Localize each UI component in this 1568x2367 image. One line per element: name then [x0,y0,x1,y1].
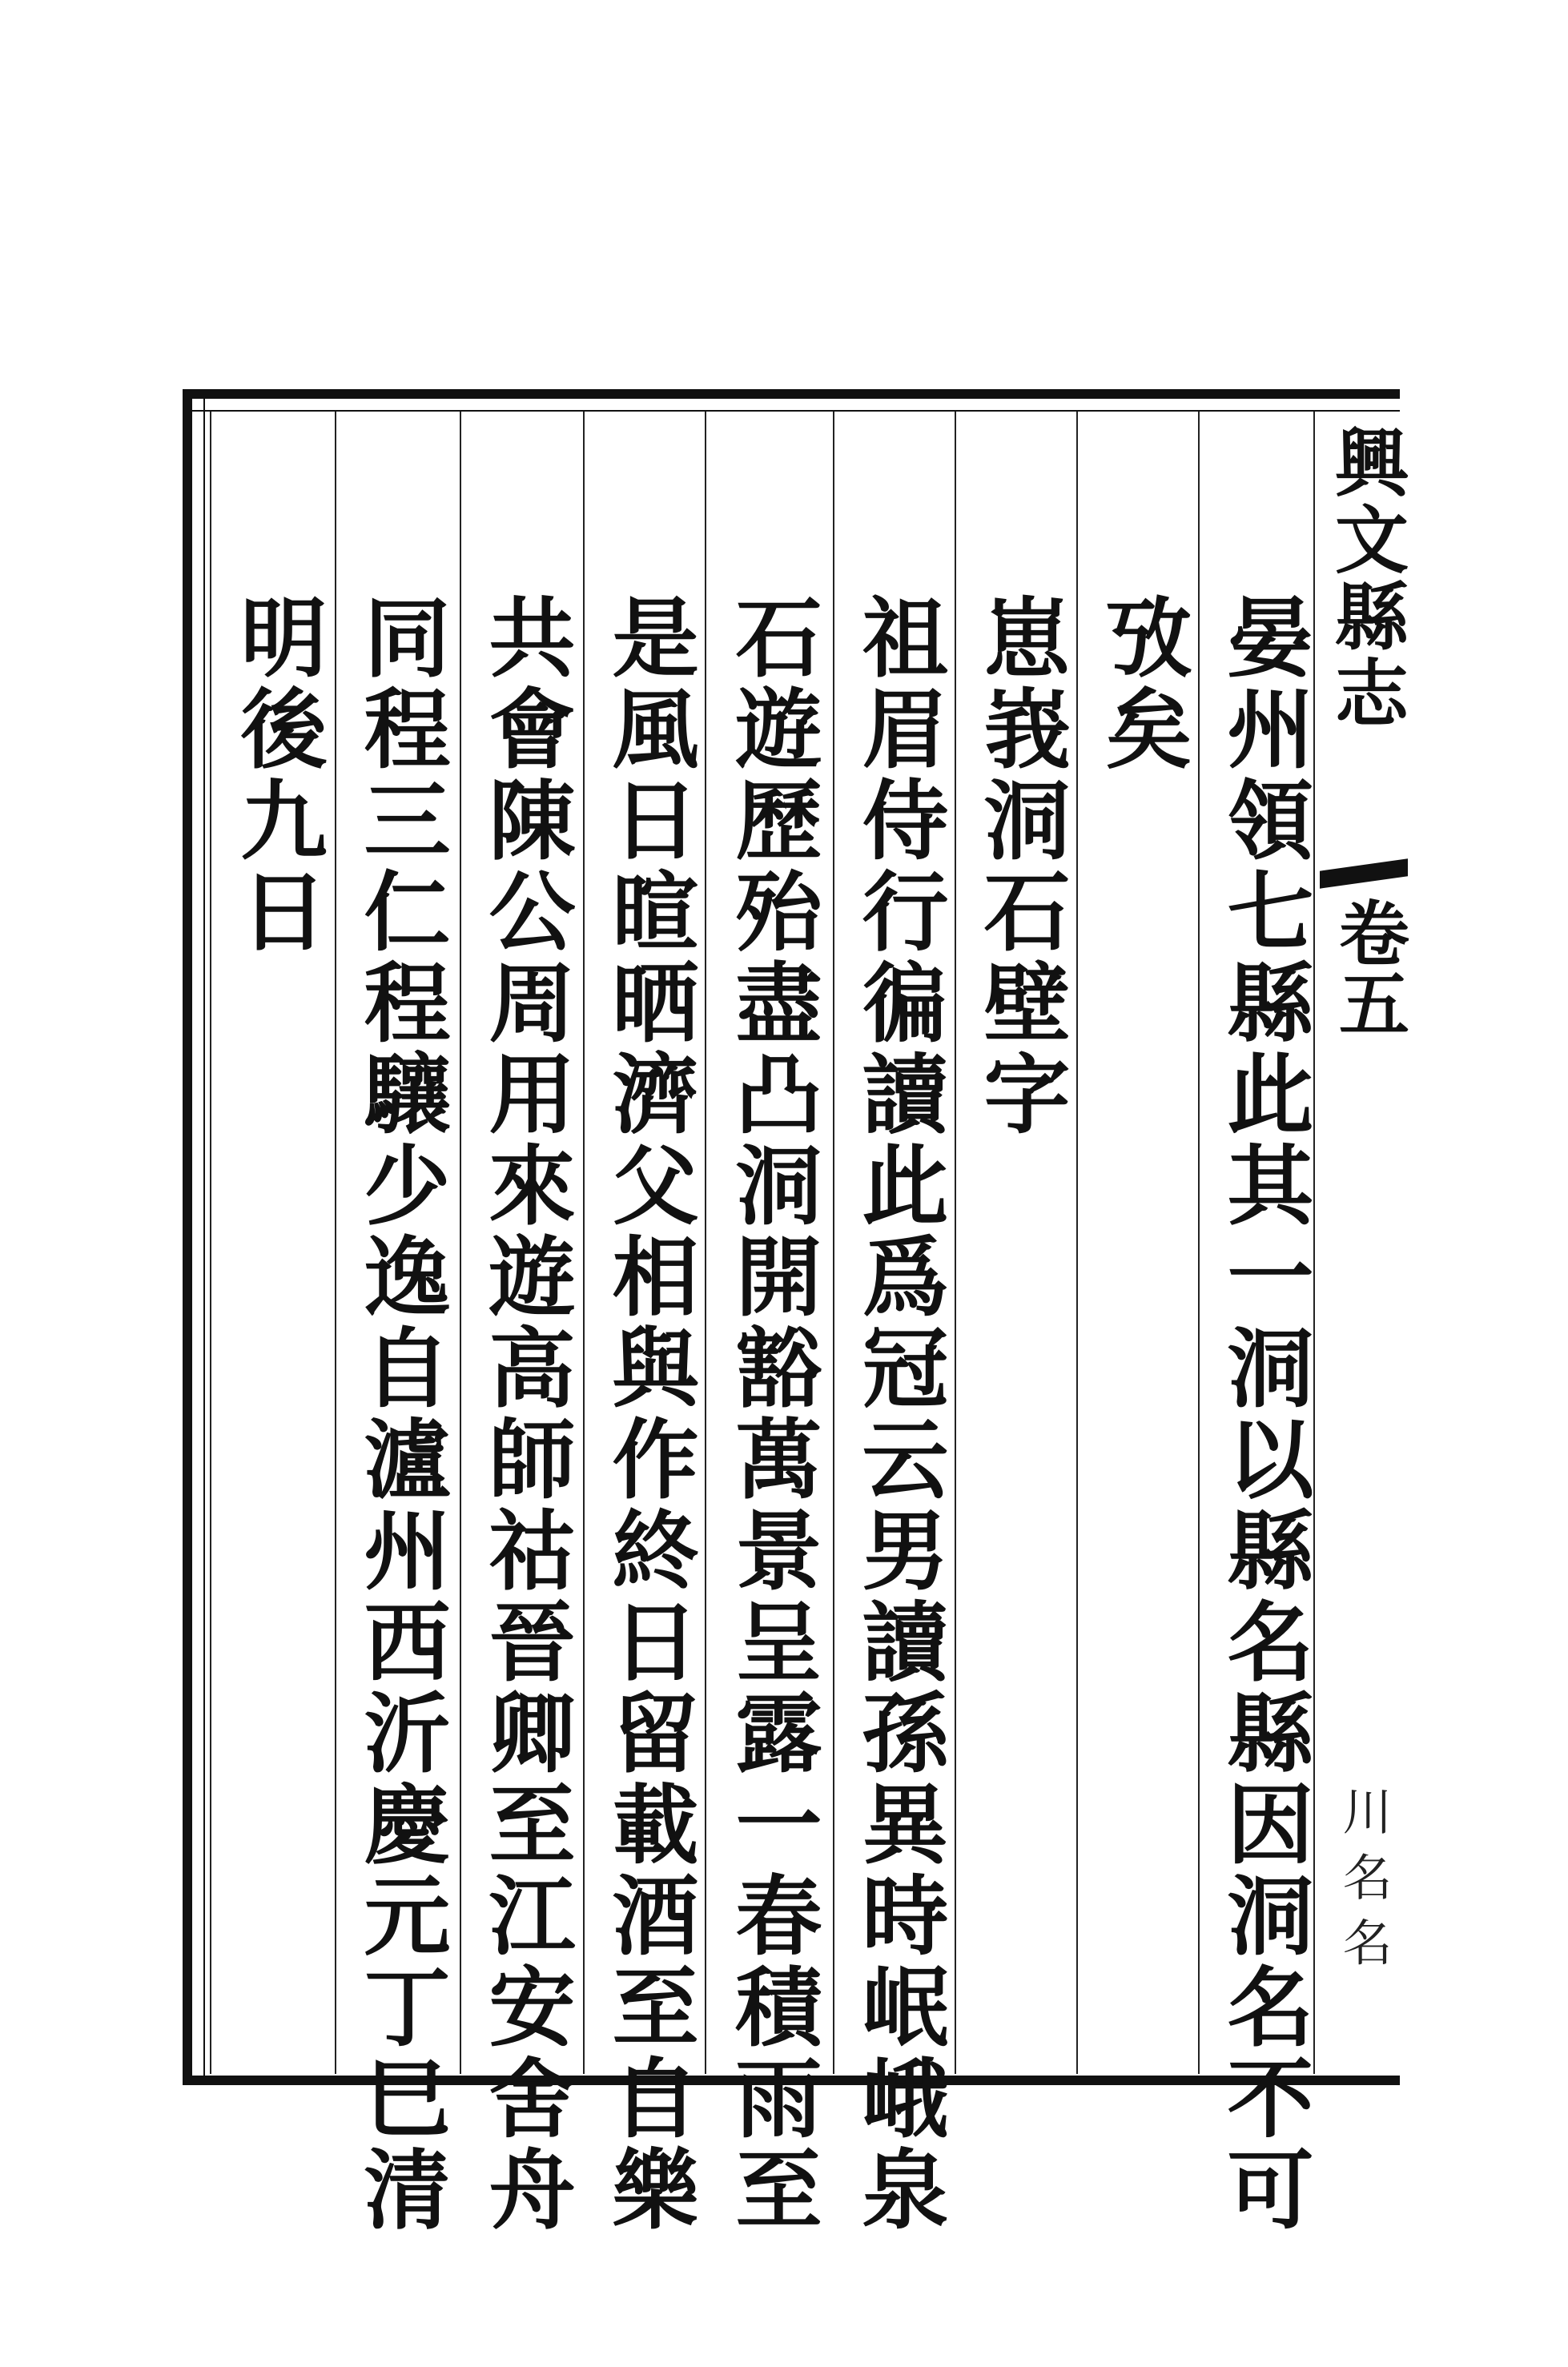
text-column-5: 石遊歷殆盡凸洞開豁萬景呈露一春積雨至 [721,593,822,2236]
gutter-title: 興文縣志 [1323,424,1409,732]
text-column-8: 同程三仁程驤少逸自瀘州西沂慶元丁巳清 [349,593,450,2236]
column-rule [460,412,461,2074]
fishtail-mark [1320,858,1408,888]
gutter-page-marks: 川 名 名 [1334,1786,1393,1967]
text-column-4: 祖眉侍行徧讀此爲冠云男讀孫異時岷峨泉 [847,593,948,2236]
gutter-volume: 卷五 [1328,897,1411,1038]
text-column-9: 明後九日 [226,593,327,958]
text-column-6: 是風日暄晒濟父相與作終日留載酒至自樂 [597,593,698,2236]
text-column-2: 攷矣 [1091,593,1192,775]
text-column-7: 共會陳公周用來遊高師祜晉卿至江安舍舟 [474,593,575,2236]
column-rule [210,412,211,2074]
text-column-3: 崽峩洞石壁字 [969,593,1070,1140]
page-gutter [1313,408,1411,2074]
text-column-1: 晏州領七縣此其一洞以縣名縣因洞名不可 [1212,593,1313,2236]
column-rule [833,412,834,2074]
